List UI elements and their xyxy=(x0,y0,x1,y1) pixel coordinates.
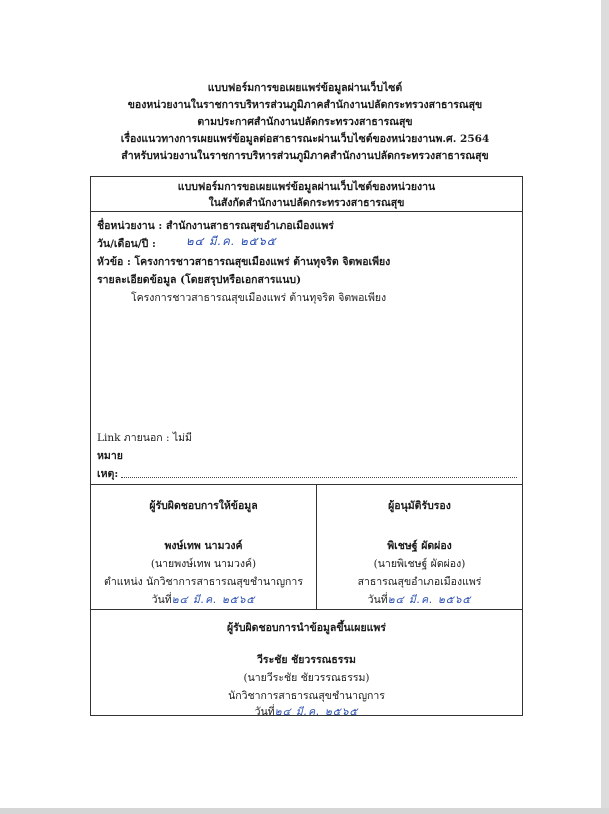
publisher-name: วีระชัย ชัยวรรณธรรม xyxy=(257,654,356,666)
approver-heading: ผู้อนุมัติรับรอง xyxy=(388,500,451,512)
responsible-signature xyxy=(91,485,316,609)
approver-name: พิเชษฐ์ ผัดผ่อง xyxy=(387,540,452,552)
approver-date-handwritten: ๒๔ มี.ค. ๒๕๖๕ xyxy=(387,594,472,606)
responsible-position: ตำแหน่ง นักวิชาการสาธารณสุขชำนาญการ xyxy=(104,576,303,588)
unit-field: ชื่อหน่วยงาน : สำนักงานสาธารณสุขอำเภอเมืองแพร่ xyxy=(97,220,334,232)
publisher-heading: ผู้รับผิดชอบการนำข้อมูลขึ้นเผยแพร่ xyxy=(227,622,386,634)
publication-form xyxy=(90,176,523,716)
form-title xyxy=(91,177,522,212)
header-line-5: สำหรับหน่วยงานในราชการบริหารส่วนภูมิภาคสำนักงานปลัดกระทรวงสาธารณสุข xyxy=(121,150,489,162)
responsible-full-name: (นายพงษ์เทพ นามวงค์) xyxy=(150,558,257,570)
page-bottom-shadow xyxy=(0,808,609,814)
responsible-date-row xyxy=(91,591,316,608)
publisher-full-name: (นายวีระชัย ชัยวรรณธรรม) xyxy=(243,672,370,684)
date-handwritten: ๒๔ มี.ค. ๒๕๖๕ xyxy=(186,234,277,248)
header-line-4: เรื่องแนวทางการเผยแพร่ข้อมูลต่อสาธารณะผ่านเว็บไซต์ของหน่วยงานพ.ศ. 2564 xyxy=(120,133,490,145)
publisher-date-row xyxy=(91,703,522,720)
approver-date-label: วันที่ xyxy=(367,594,388,606)
signature-row xyxy=(91,484,522,610)
header-line-2: ของหน่วยงานในราชการบริหารส่วนภูมิภาคสำนักงานปลัดกระทรวงสาธารณสุข xyxy=(127,99,483,111)
approver-full-name: (นายพิเชษฐ์ ผัดผ่อง) xyxy=(373,558,466,570)
responsible-name: พงษ์เทพ นามวงค์ xyxy=(164,540,243,552)
header-line-1: แบบฟอร์มการขอเผยแพร่ข้อมูลผ่านเว็บไซต์ xyxy=(207,82,403,94)
publisher-position: นักวิชาการสาธารณสุขชำนาญการ xyxy=(228,690,385,702)
form-title-line-2: ในสังกัดสำนักงานปลัดกระทรวงสาธารณสุข xyxy=(208,197,405,209)
form-title-line-1: แบบฟอร์มการขอเผยแพร่ข้อมูลผ่านเว็บไซต์ของหน่วยงาน xyxy=(177,181,436,193)
responsible-date-label: วันที่ xyxy=(151,594,172,606)
note-label-1: หมาย xyxy=(97,450,123,462)
header-line-3: ตามประกาศสำนักงานปลัดกระทรวงสาธารณสุข xyxy=(197,116,413,128)
external-link: Link ภายนอก : ไม่มี xyxy=(97,432,192,444)
approver-date-row xyxy=(317,591,522,608)
responsible-heading: ผู้รับผิดชอบการให้ข้อมูล xyxy=(149,500,258,512)
approver-position: สาธารณสุขอำเภอเมืองแพร่ xyxy=(357,576,482,588)
detail-label: รายละเอียดข้อมูล (โดยสรุปหรือเอกสารแนบ) xyxy=(97,274,302,286)
detail-text: โครงการชาวสาธารณสุขเมืองแพร่ ต้านทุจริต จิตพอเพียง xyxy=(131,292,387,304)
page-edge-shadow xyxy=(601,0,609,814)
note-dotted-line xyxy=(121,477,517,478)
responsible-date-handwritten: ๒๔ มี.ค. ๒๕๖๕ xyxy=(171,594,256,606)
note-label-2: เหตุ: xyxy=(97,468,119,480)
publisher-date-label: วันที่ xyxy=(254,706,275,718)
publisher-signature xyxy=(91,609,522,718)
document-header xyxy=(80,80,530,165)
topic-field: หัวข้อ : โครงการชาวสาธารณสุขเมืองแพร่ ต้านทุจริต จิตพอเพียง xyxy=(97,256,391,268)
date-label: วัน/เดือน/ปี : xyxy=(97,238,156,250)
approver-signature xyxy=(317,485,522,609)
publisher-date-handwritten: ๒๔ มี.ค. ๒๕๖๕ xyxy=(274,706,359,718)
